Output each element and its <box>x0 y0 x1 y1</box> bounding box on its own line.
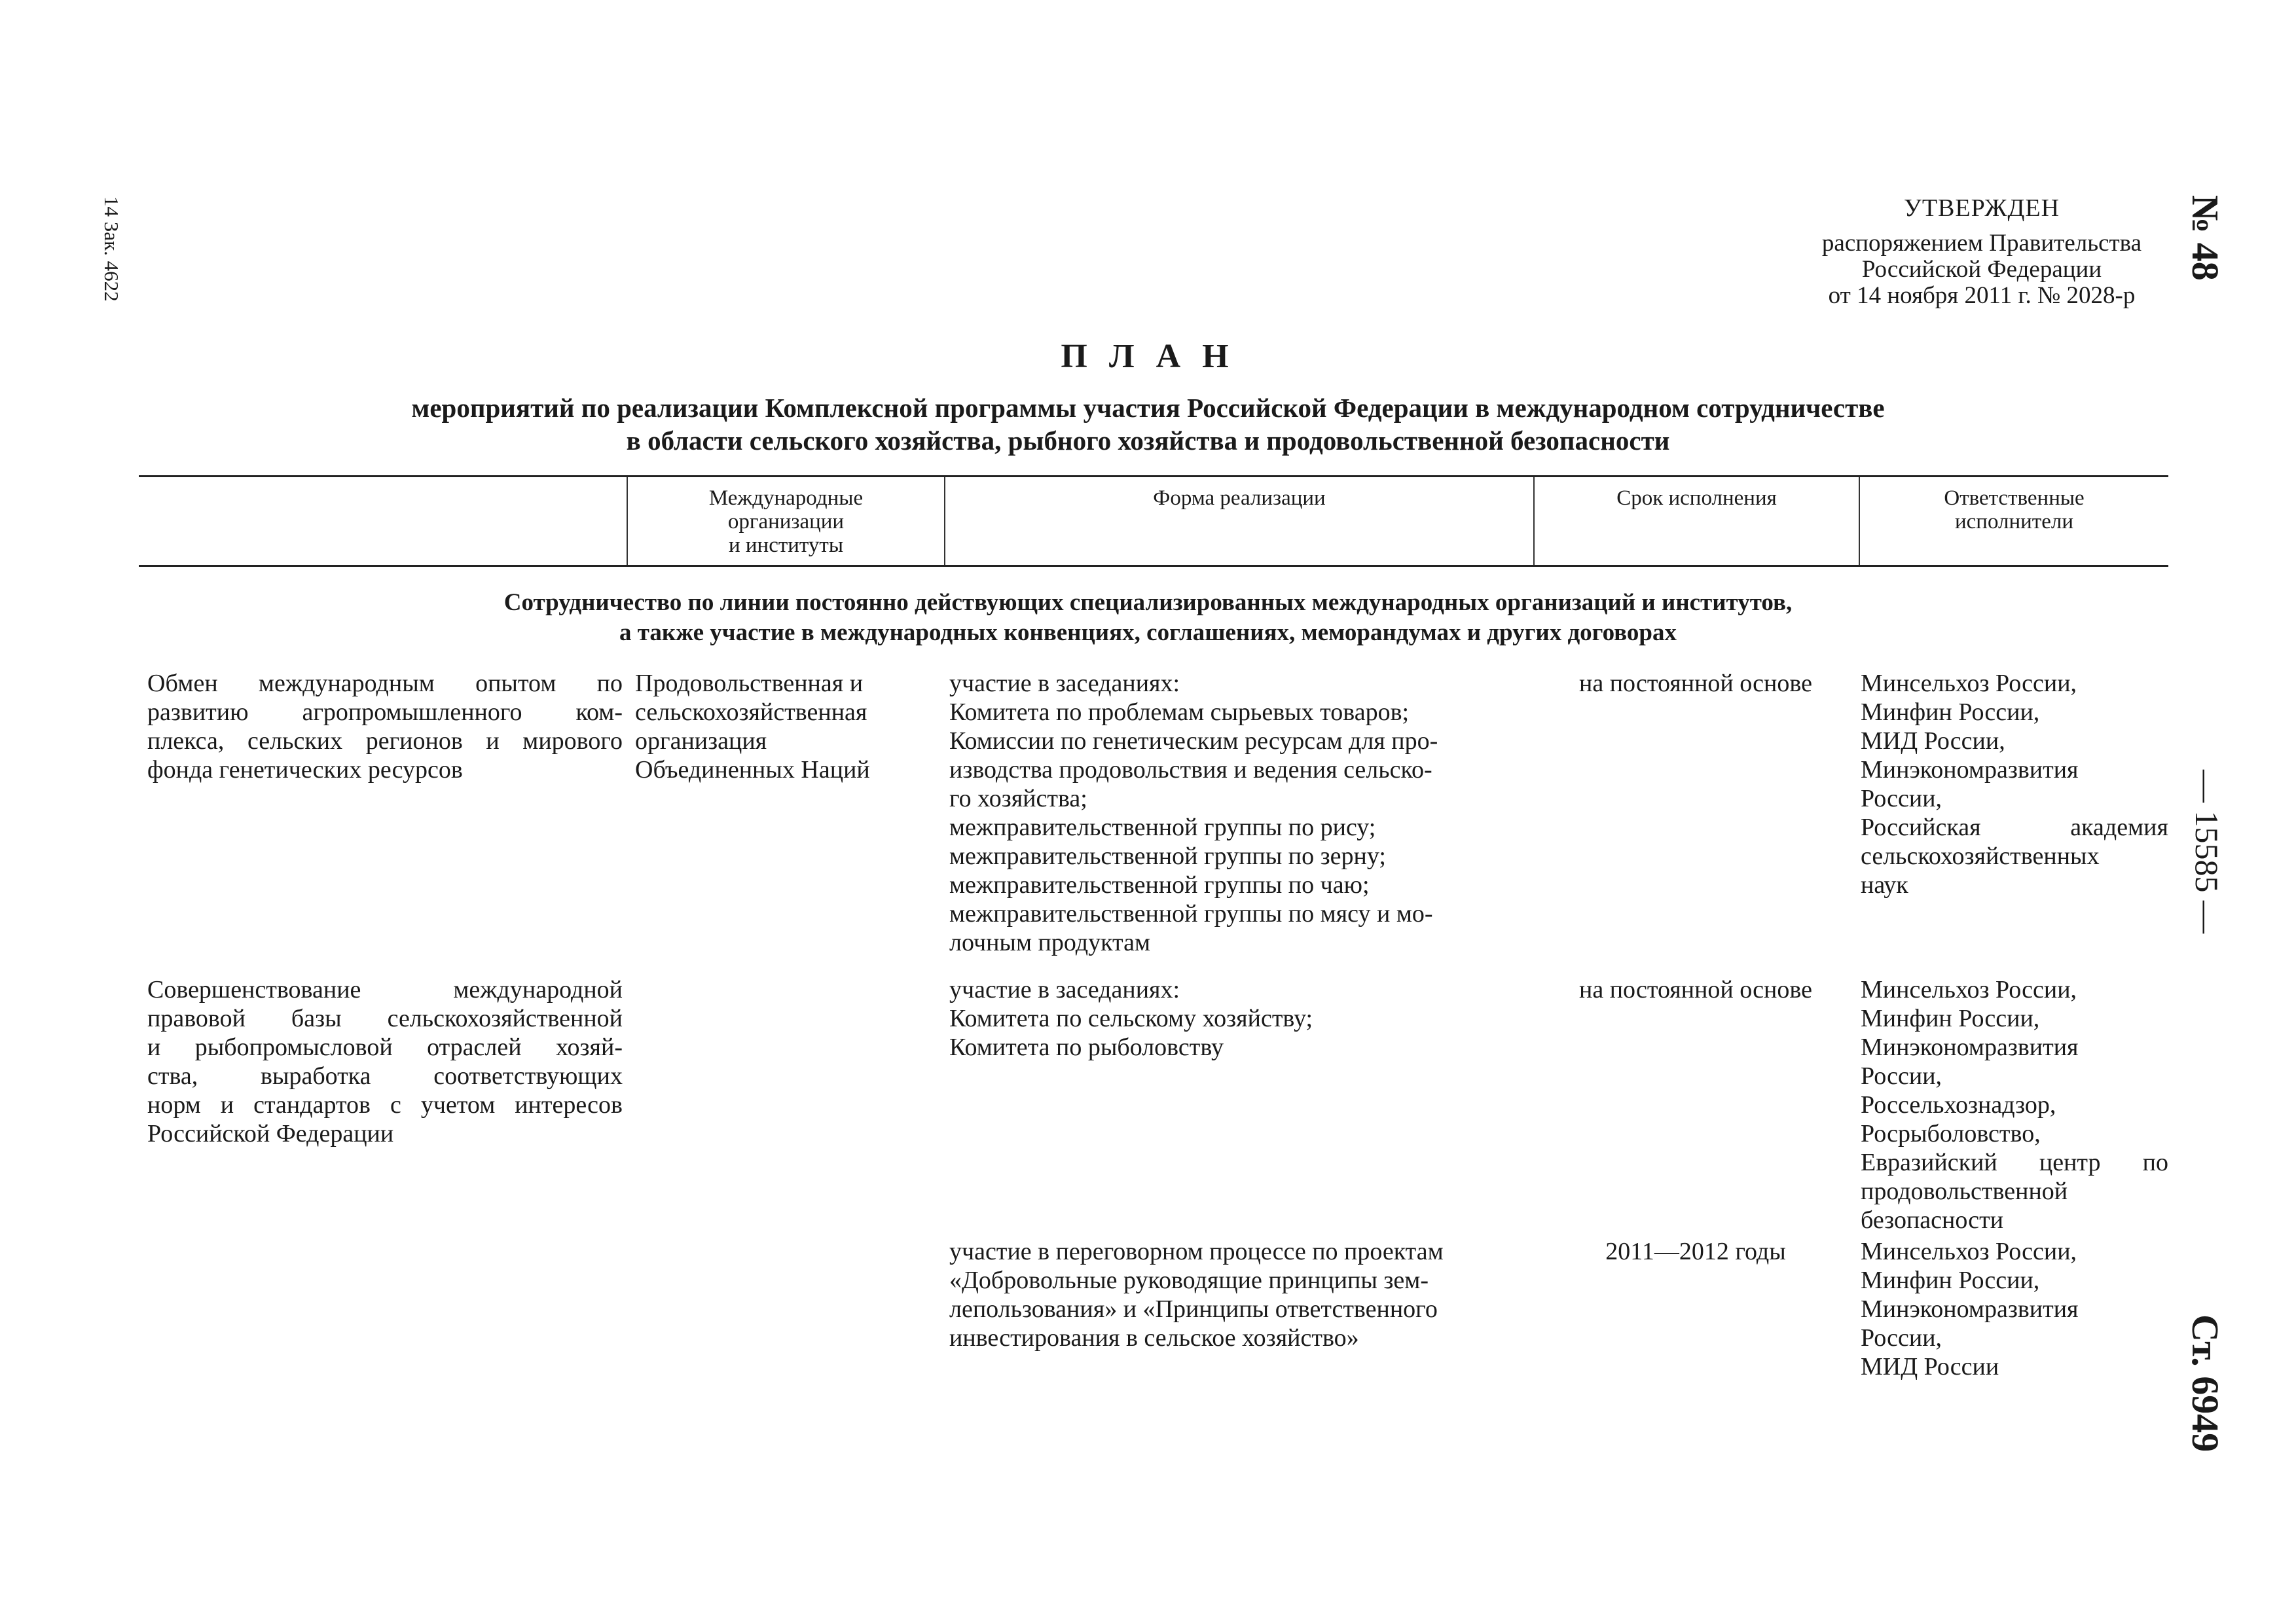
text-line: фонда генетических ресурсов <box>147 756 463 784</box>
text-line: Евразийский центр по <box>1861 1149 2168 1176</box>
text-line: наук <box>1861 871 1908 899</box>
header-responsible <box>1859 477 2168 565</box>
text-line: России, <box>1861 1062 1942 1090</box>
plan-title: П Л А Н <box>1061 338 1235 375</box>
text-line: продовольственной <box>1861 1178 2068 1205</box>
plan-subtitle <box>196 391 2100 457</box>
header-activity <box>139 477 627 565</box>
row-2-term: на постоянной основе <box>1579 976 1812 1003</box>
approval-line-2: Российской Федерации <box>1861 256 2102 283</box>
order-number-mark <box>100 196 126 327</box>
text-line: организация <box>635 727 767 755</box>
text-line: Российская академия <box>1861 814 2168 841</box>
text-line: МИД России <box>1861 1353 1999 1380</box>
header-responsible-l2: исполнители <box>1954 510 2074 533</box>
text-line: «Добровольные руководящие принципы зем- <box>949 1267 1429 1294</box>
text-line: безопасности <box>1861 1206 2004 1234</box>
text-line: межправительственной группы по зерну; <box>949 842 1386 870</box>
row-1-organization <box>635 669 923 784</box>
text-line: развитию агропромышленного ком- <box>147 698 623 726</box>
row-1-form <box>949 669 1525 957</box>
text-line: межправительственной группы по чаю; <box>949 871 1370 899</box>
text-line: плекса, сельских регионов и мирового <box>147 727 623 755</box>
text-line: норм и стандартов с учетом интересов <box>147 1091 623 1119</box>
text-line: Минэкономразвития <box>1861 1295 2079 1323</box>
text-line: Минсельхоз России, <box>1861 976 2077 1003</box>
plan-subtitle-line-2: в области сельского хозяйства, рыбного хозяйства и продовольственной безопасности <box>626 425 1670 456</box>
header-organizations-l1: Международные <box>708 486 864 510</box>
text-line: участие в заседаниях: <box>949 976 1180 1003</box>
text-line: лепользования» и «Принципы ответственного <box>949 1295 1438 1323</box>
header-organizations-l2: организации <box>727 510 845 533</box>
text-line: сельскохозяйственных <box>1861 842 2100 870</box>
text-line: Россельхознадзор, <box>1861 1091 2056 1119</box>
text-line: изводства продовольствия и ведения сельско- <box>949 756 1432 784</box>
text-line: Минфин России, <box>1861 698 2040 726</box>
table-header <box>139 475 2168 567</box>
text-line: Комитета по проблемам сырьевых товаров; <box>949 698 1410 726</box>
section-heading-line-2: а также участие в международных конвенциях, соглашениях, меморандумах и других договорах <box>619 619 1677 646</box>
text-line: сельскохозяйственная <box>635 698 867 726</box>
approval-stamp: УТВЕРЖДЕН <box>1903 194 2060 222</box>
text-line: Росрыболовство, <box>1861 1120 2041 1147</box>
approval-line-3: от 14 ноября 2011 г. № 2028-р <box>1828 282 2136 309</box>
text-line: Минэкономразвития <box>1861 1034 2079 1061</box>
row-3-term: 2011—2012 годы <box>1605 1238 1786 1265</box>
text-line: Минфин России, <box>1861 1005 2040 1032</box>
row-3-responsible <box>1861 1237 2168 1381</box>
text-line: Совершенствование международной <box>147 976 623 1003</box>
text-line: и рыбопромысловой отраслей хозяй- <box>147 1034 623 1061</box>
text-line: Объединенных Наций <box>635 756 870 784</box>
header-organizations-l3: и институты <box>728 533 844 557</box>
text-line: Продовольственная и <box>635 670 864 697</box>
row-2-responsible <box>1861 975 2168 1235</box>
text-line: Обмен международным опытом по <box>147 670 623 697</box>
order-number-text: 14 Зак. 4622 <box>100 196 123 302</box>
text-line: МИД России, <box>1861 727 2005 755</box>
text-line: Комиссии по генетическим ресурсам для про- <box>949 727 1438 755</box>
text-line: Минсельхоз России, <box>1861 1238 2077 1265</box>
row-1-term: на постоянной основе <box>1579 670 1812 697</box>
text-line: России, <box>1861 1324 1942 1352</box>
approval-line-1: распоряжением Правительства <box>1821 230 2142 257</box>
section-heading <box>196 588 2100 648</box>
text-line: межправительственной группы по рису; <box>949 814 1376 841</box>
row-2-form <box>949 975 1525 1062</box>
header-responsible-l1: Ответственные <box>1944 486 2085 510</box>
text-line: Российской Федерации <box>147 1120 394 1147</box>
text-line: правовой базы сельскохозяйственной <box>147 1005 623 1032</box>
row-1-responsible <box>1861 669 2168 899</box>
text-line: Минсельхоз России, <box>1861 670 2077 697</box>
plan-subtitle-line-1: мероприятий по реализации Комплексной программы участия Российской Федерации в международном сотрудничестве <box>411 393 1885 423</box>
text-line: участие в заседаниях: <box>949 670 1180 697</box>
text-line: участие в переговорном процессе по проектам <box>949 1238 1444 1265</box>
text-line: Комитета по сельскому хозяйству; <box>949 1005 1313 1032</box>
header-term: Срок исполнения <box>1533 477 1859 565</box>
row-2-activity <box>147 975 623 1148</box>
text-line: го хозяйства; <box>949 785 1087 812</box>
header-organizations <box>627 477 944 565</box>
issue-number: № 48 <box>2184 195 2227 281</box>
text-line: России, <box>1861 785 1942 812</box>
row-1-activity <box>147 669 623 784</box>
approval-block <box>1798 195 2165 309</box>
text-line: инвестирования в сельское хозяйство» <box>949 1324 1359 1352</box>
text-line: Минэкономразвития <box>1861 756 2079 784</box>
text-line: ства, выработка соответствующих <box>147 1062 623 1090</box>
text-line: лочным продуктам <box>949 929 1151 956</box>
text-line: Комитета по рыболовству <box>949 1034 1224 1061</box>
text-line: Минфин России, <box>1861 1267 2040 1294</box>
section-heading-line-1: Сотрудничество по линии постоянно действующих специализированных международных организаций и институтов, <box>503 589 1793 616</box>
text-line: межправительственной группы по мясу и мо- <box>949 900 1433 928</box>
page-number: Ст. 6949 <box>2184 1314 2227 1453</box>
header-form: Форма реализации <box>944 477 1533 565</box>
row-3-form <box>949 1237 1525 1352</box>
document-number: — 15585 — <box>2189 770 2225 933</box>
